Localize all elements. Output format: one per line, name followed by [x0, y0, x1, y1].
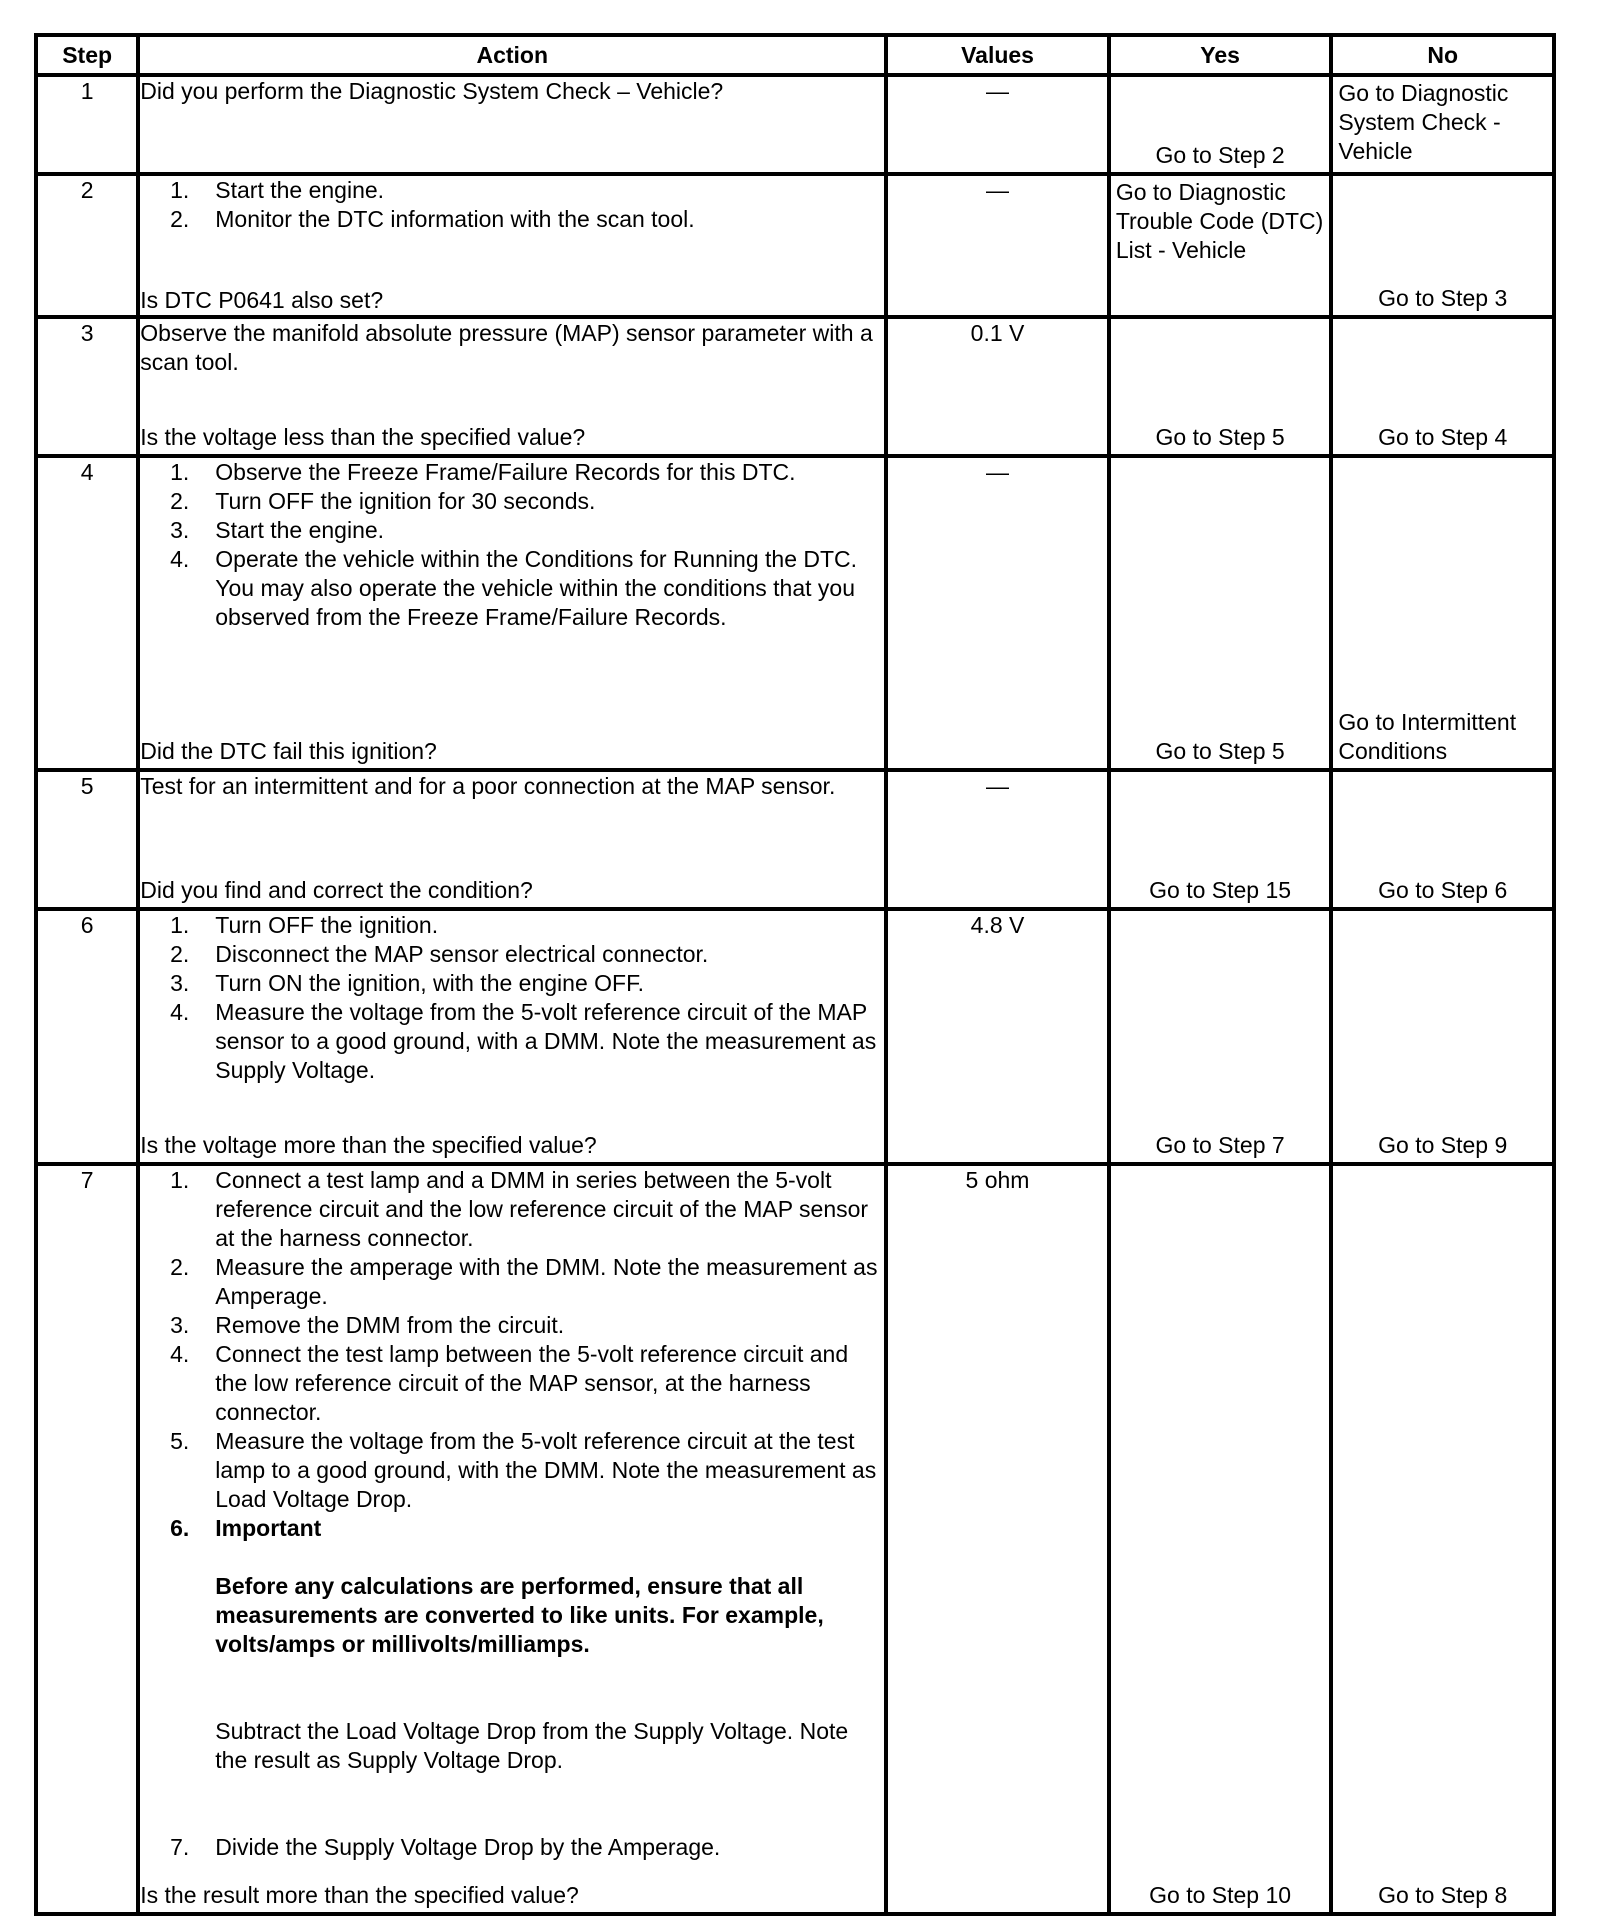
action-question: Did the DTC fail this ignition? [140, 738, 437, 764]
header-step: Step [36, 35, 138, 75]
no-link[interactable]: Go to Intermittent Conditions [1338, 709, 1517, 764]
header-row [36, 35, 1554, 75]
step-number: 3 [36, 317, 138, 456]
no-cell [1331, 174, 1554, 317]
header-yes: Yes [1109, 35, 1332, 75]
list-item: 1. Start the engine. [170, 177, 385, 203]
important-warning: Before any calculations are performed, ensure that all measurements are converted to like units. For example, volts/amps or millivolts/milliamps. [215, 1573, 824, 1657]
list-item: 4. Connect the test lamp between the 5-volt reference circuit and the low reference circuit of the MAP sensor, at the harness connector. [170, 1341, 849, 1425]
list-item: 1. Turn OFF the ignition. [170, 912, 439, 938]
table-row [36, 770, 1554, 909]
no-cell [1331, 317, 1554, 456]
table-row [36, 456, 1554, 770]
value-cell: — [886, 174, 1109, 317]
list-item: 1. Observe the Freeze Frame/Failure Records for this DTC. [170, 459, 796, 485]
header-values: Values [886, 35, 1109, 75]
no-link[interactable]: Go to Step 8 [1378, 1882, 1508, 1908]
value-cell: 0.1 V [886, 317, 1109, 456]
action-question: Is the result more than the specified value? [140, 1882, 579, 1908]
no-cell [1331, 770, 1554, 909]
list-item: 1. Connect a test lamp and a DMM in series between the 5-volt reference circuit and the low reference circuit of the MAP sensor at the harness connector. [170, 1167, 869, 1251]
list-item: 2. Measure the amperage with the DMM. Note the measurement as Amperage. [170, 1254, 878, 1309]
yes-cell [1109, 1164, 1332, 1914]
action-cell [138, 174, 886, 317]
yes-cell [1109, 456, 1332, 770]
action-steps [140, 1166, 884, 1862]
value-cell: 5 ohm [886, 1164, 1109, 1914]
no-cell [1331, 75, 1554, 174]
list-item: 2. Turn OFF the ignition for 30 seconds. [170, 488, 596, 514]
diagnostic-table [34, 33, 1556, 1916]
header-action: Action [138, 35, 886, 75]
list-item-text: Subtract the Load Voltage Drop from the Supply Voltage. Note the result as Supply Voltage Drop. [215, 1718, 849, 1773]
action-steps [140, 458, 884, 632]
list-item: 2. Monitor the DTC information with the scan tool. [170, 206, 695, 232]
table-row [36, 174, 1554, 317]
important-heading: Important [215, 1515, 322, 1541]
yes-link[interactable]: Go to Step 2 [1155, 142, 1285, 168]
list-item: 7. Divide the Supply Voltage Drop by the Amperage. [170, 1834, 721, 1860]
value-cell: — [886, 456, 1109, 770]
no-link[interactable]: Go to Step 4 [1378, 424, 1508, 450]
header-no: No [1331, 35, 1554, 75]
no-cell [1331, 456, 1554, 770]
yes-link[interactable]: Go to Step 5 [1155, 424, 1285, 450]
table-row [36, 317, 1554, 456]
step-number: 1 [36, 75, 138, 174]
yes-cell [1109, 317, 1332, 456]
value-cell: — [886, 75, 1109, 174]
action-text: Observe the manifold absolute pressure (MAP) sensor parameter with a scan tool. [140, 320, 873, 375]
list-item: 4. Operate the vehicle within the Conditions for Running the DTC. You may also operate the vehicle within the conditions that you observed from the Freeze Frame/Failure Records. [170, 546, 858, 630]
list-item: 3. Remove the DMM from the circuit. [170, 1312, 565, 1338]
table-row [36, 1164, 1554, 1914]
action-text: Did you perform the Diagnostic System Check – Vehicle? [140, 78, 724, 104]
action-cell [138, 75, 886, 174]
action-cell [138, 770, 886, 909]
yes-cell [1109, 174, 1332, 317]
yes-link[interactable]: Go to Step 10 [1149, 1882, 1292, 1908]
list-item: 5. Measure the voltage from the 5-volt reference circuit at the test lamp to a good ground, with the DMM. Note the measurement as Load Voltage Drop. [170, 1428, 877, 1512]
step-number: 6 [36, 909, 138, 1164]
yes-cell [1109, 909, 1332, 1164]
list-item: 3. Start the engine. [170, 517, 385, 543]
no-cell [1331, 909, 1554, 1164]
list-item: 3. Turn ON the ignition, with the engine OFF. [170, 970, 644, 996]
list-item: 4. Measure the voltage from the 5-volt reference circuit of the MAP sensor to a good ground, with a DMM. Note the measurement as Supply Voltage. [170, 999, 877, 1083]
action-cell [138, 909, 886, 1164]
no-link[interactable]: Go to Step 3 [1378, 285, 1508, 311]
yes-link[interactable]: Go to Step 15 [1149, 877, 1292, 903]
action-cell [138, 317, 886, 456]
list-item: 6. Important Before any calculations are performed, ensure that all measurements are converted to like units. For example, volts/amps or millivolts/milliamps. Subtract the Load Voltage Drop from the Supply Voltage. Note the result as Supply Voltage Drop. [140, 1514, 884, 1833]
yes-link[interactable]: Go to Step 7 [1155, 1132, 1285, 1158]
list-item: 2. Disconnect the MAP sensor electrical connector. [170, 941, 709, 967]
action-question: Did you find and correct the condition? [140, 877, 533, 903]
action-steps [140, 176, 884, 234]
no-link[interactable]: Go to Diagnostic System Check - Vehicle [1338, 80, 1509, 164]
value-cell: 4.8 V [886, 909, 1109, 1164]
action-question: Is the voltage more than the specified value? [140, 1132, 597, 1158]
action-text: Test for an intermittent and for a poor connection at the MAP sensor. [140, 773, 836, 799]
yes-link[interactable]: Go to Diagnostic Trouble Code (DTC) List - Vehicle [1115, 179, 1324, 263]
table-row [36, 75, 1554, 174]
step-number: 4 [36, 456, 138, 770]
action-question: Is the voltage less than the specified value? [140, 424, 586, 450]
yes-cell [1109, 770, 1332, 909]
table-row [36, 909, 1554, 1164]
action-steps [140, 911, 884, 1085]
action-cell [138, 1164, 886, 1914]
step-number: 2 [36, 174, 138, 317]
action-question: Is DTC P0641 also set? [140, 287, 384, 313]
no-link[interactable]: Go to Step 6 [1378, 877, 1508, 903]
no-link[interactable]: Go to Step 9 [1378, 1132, 1508, 1158]
value-cell: — [886, 770, 1109, 909]
action-cell [138, 456, 886, 770]
yes-link[interactable]: Go to Step 5 [1155, 738, 1285, 764]
step-number: 5 [36, 770, 138, 909]
no-cell [1331, 1164, 1554, 1914]
yes-cell [1109, 75, 1332, 174]
step-number: 7 [36, 1164, 138, 1914]
